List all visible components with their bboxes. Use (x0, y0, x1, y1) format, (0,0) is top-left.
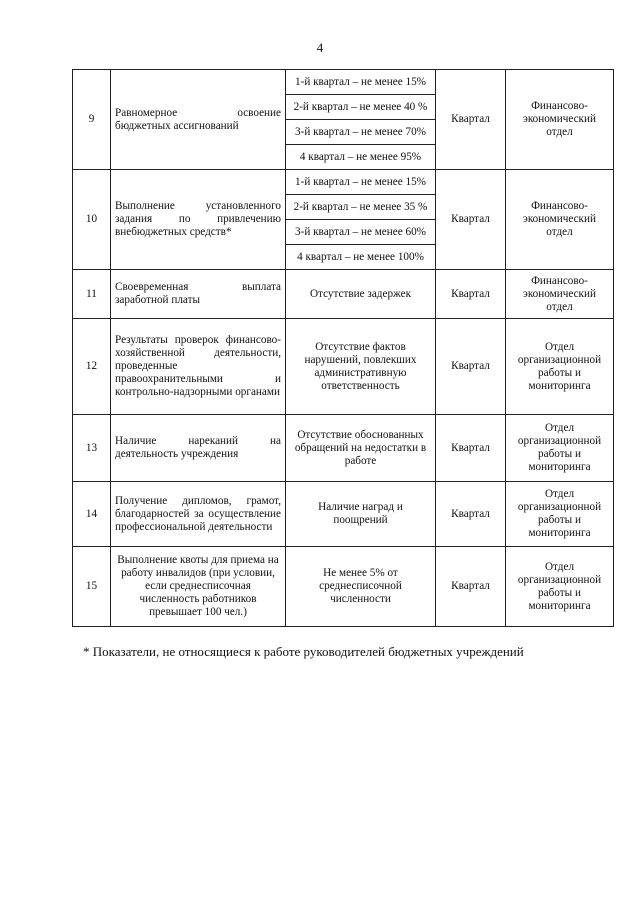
value-cell: Отсутствие фактов нарушений, повлекших административную ответственность (286, 319, 436, 415)
table-row (73, 70, 614, 95)
criterion-cell: Результаты проверок финансово-хозяйственной деятельности, проведенные правоохранительными и контрольно-надзорными органами (111, 319, 286, 415)
responsible-cell: Отдел организационной работы и мониторинга (506, 415, 614, 482)
criterion-cell: Получение дипломов, грамот, благодарностей за осуществление профессиональной деятельности (111, 482, 286, 547)
responsible-cell: Отдел организационной работы и мониторинга (506, 319, 614, 415)
criterion-cell: Выполнение установленного задания по привлечению внебюджетных средств* (111, 170, 286, 270)
value-cell: Наличие наград и поощрений (286, 482, 436, 547)
row-number: 14 (73, 482, 111, 547)
responsible-cell: Финансово-экономический отдел (506, 70, 614, 170)
row-number: 9 (73, 70, 111, 170)
period-cell: Квартал (436, 70, 506, 170)
quarter-value-cell: 1-й квартал – не менее 15% (286, 70, 436, 95)
row-number: 15 (73, 547, 111, 627)
table-row (73, 319, 614, 415)
criterion-cell: Наличие нареканий на деятельность учреждения (111, 415, 286, 482)
period-cell: Квартал (436, 270, 506, 319)
table-row (73, 170, 614, 195)
table-row (73, 270, 614, 319)
period-cell: Квартал (436, 547, 506, 627)
responsible-cell: Отдел организационной работы и мониторинга (506, 482, 614, 547)
value-cell: Отсутствие обоснованных обращений на недостатки в работе (286, 415, 436, 482)
value-cell: Отсутствие задержек (286, 270, 436, 319)
table-row (73, 415, 614, 482)
quarter-value-cell: 1-й квартал – не менее 15% (286, 170, 436, 195)
value-cell: Не менее 5% от среднесписочной численности (286, 547, 436, 627)
quarter-value-cell: 3-й квартал – не менее 70% (286, 120, 436, 145)
criterion-cell: Равномерное освоение бюджетных ассигнований (111, 70, 286, 170)
quarter-value-cell: 4 квартал – не менее 100% (286, 245, 436, 270)
quarter-value-cell: 3-й квартал – не менее 60% (286, 220, 436, 245)
period-cell: Квартал (436, 482, 506, 547)
quarter-value-cell: 2-й квартал – не менее 40 % (286, 95, 436, 120)
row-number: 11 (73, 270, 111, 319)
period-cell: Квартал (436, 319, 506, 415)
page-number: 4 (316, 40, 324, 55)
row-number: 12 (73, 319, 111, 415)
criterion-cell: Своевременная выплата заработной платы (111, 270, 286, 319)
table-row (73, 482, 614, 547)
row-number: 13 (73, 415, 111, 482)
responsible-cell: Финансово-экономический отдел (506, 270, 614, 319)
period-cell: Квартал (436, 415, 506, 482)
table-row (73, 547, 614, 627)
row-number: 10 (73, 170, 111, 270)
criterion-cell: Выполнение квоты для приема на работу инвалидов (при условии, если среднесписочная численность работников превышает 100 чел.) (111, 547, 286, 627)
responsible-cell: Отдел организационной работы и мониторинга (506, 547, 614, 627)
footnote: * Показатели, не относящиеся к работе руководителей бюджетных учреждений (83, 644, 524, 659)
quarter-value-cell: 2-й квартал – не менее 35 % (286, 195, 436, 220)
period-cell: Квартал (436, 170, 506, 270)
kpi-table (72, 69, 614, 627)
quarter-value-cell: 4 квартал – не менее 95% (286, 145, 436, 170)
responsible-cell: Финансово-экономический отдел (506, 170, 614, 270)
